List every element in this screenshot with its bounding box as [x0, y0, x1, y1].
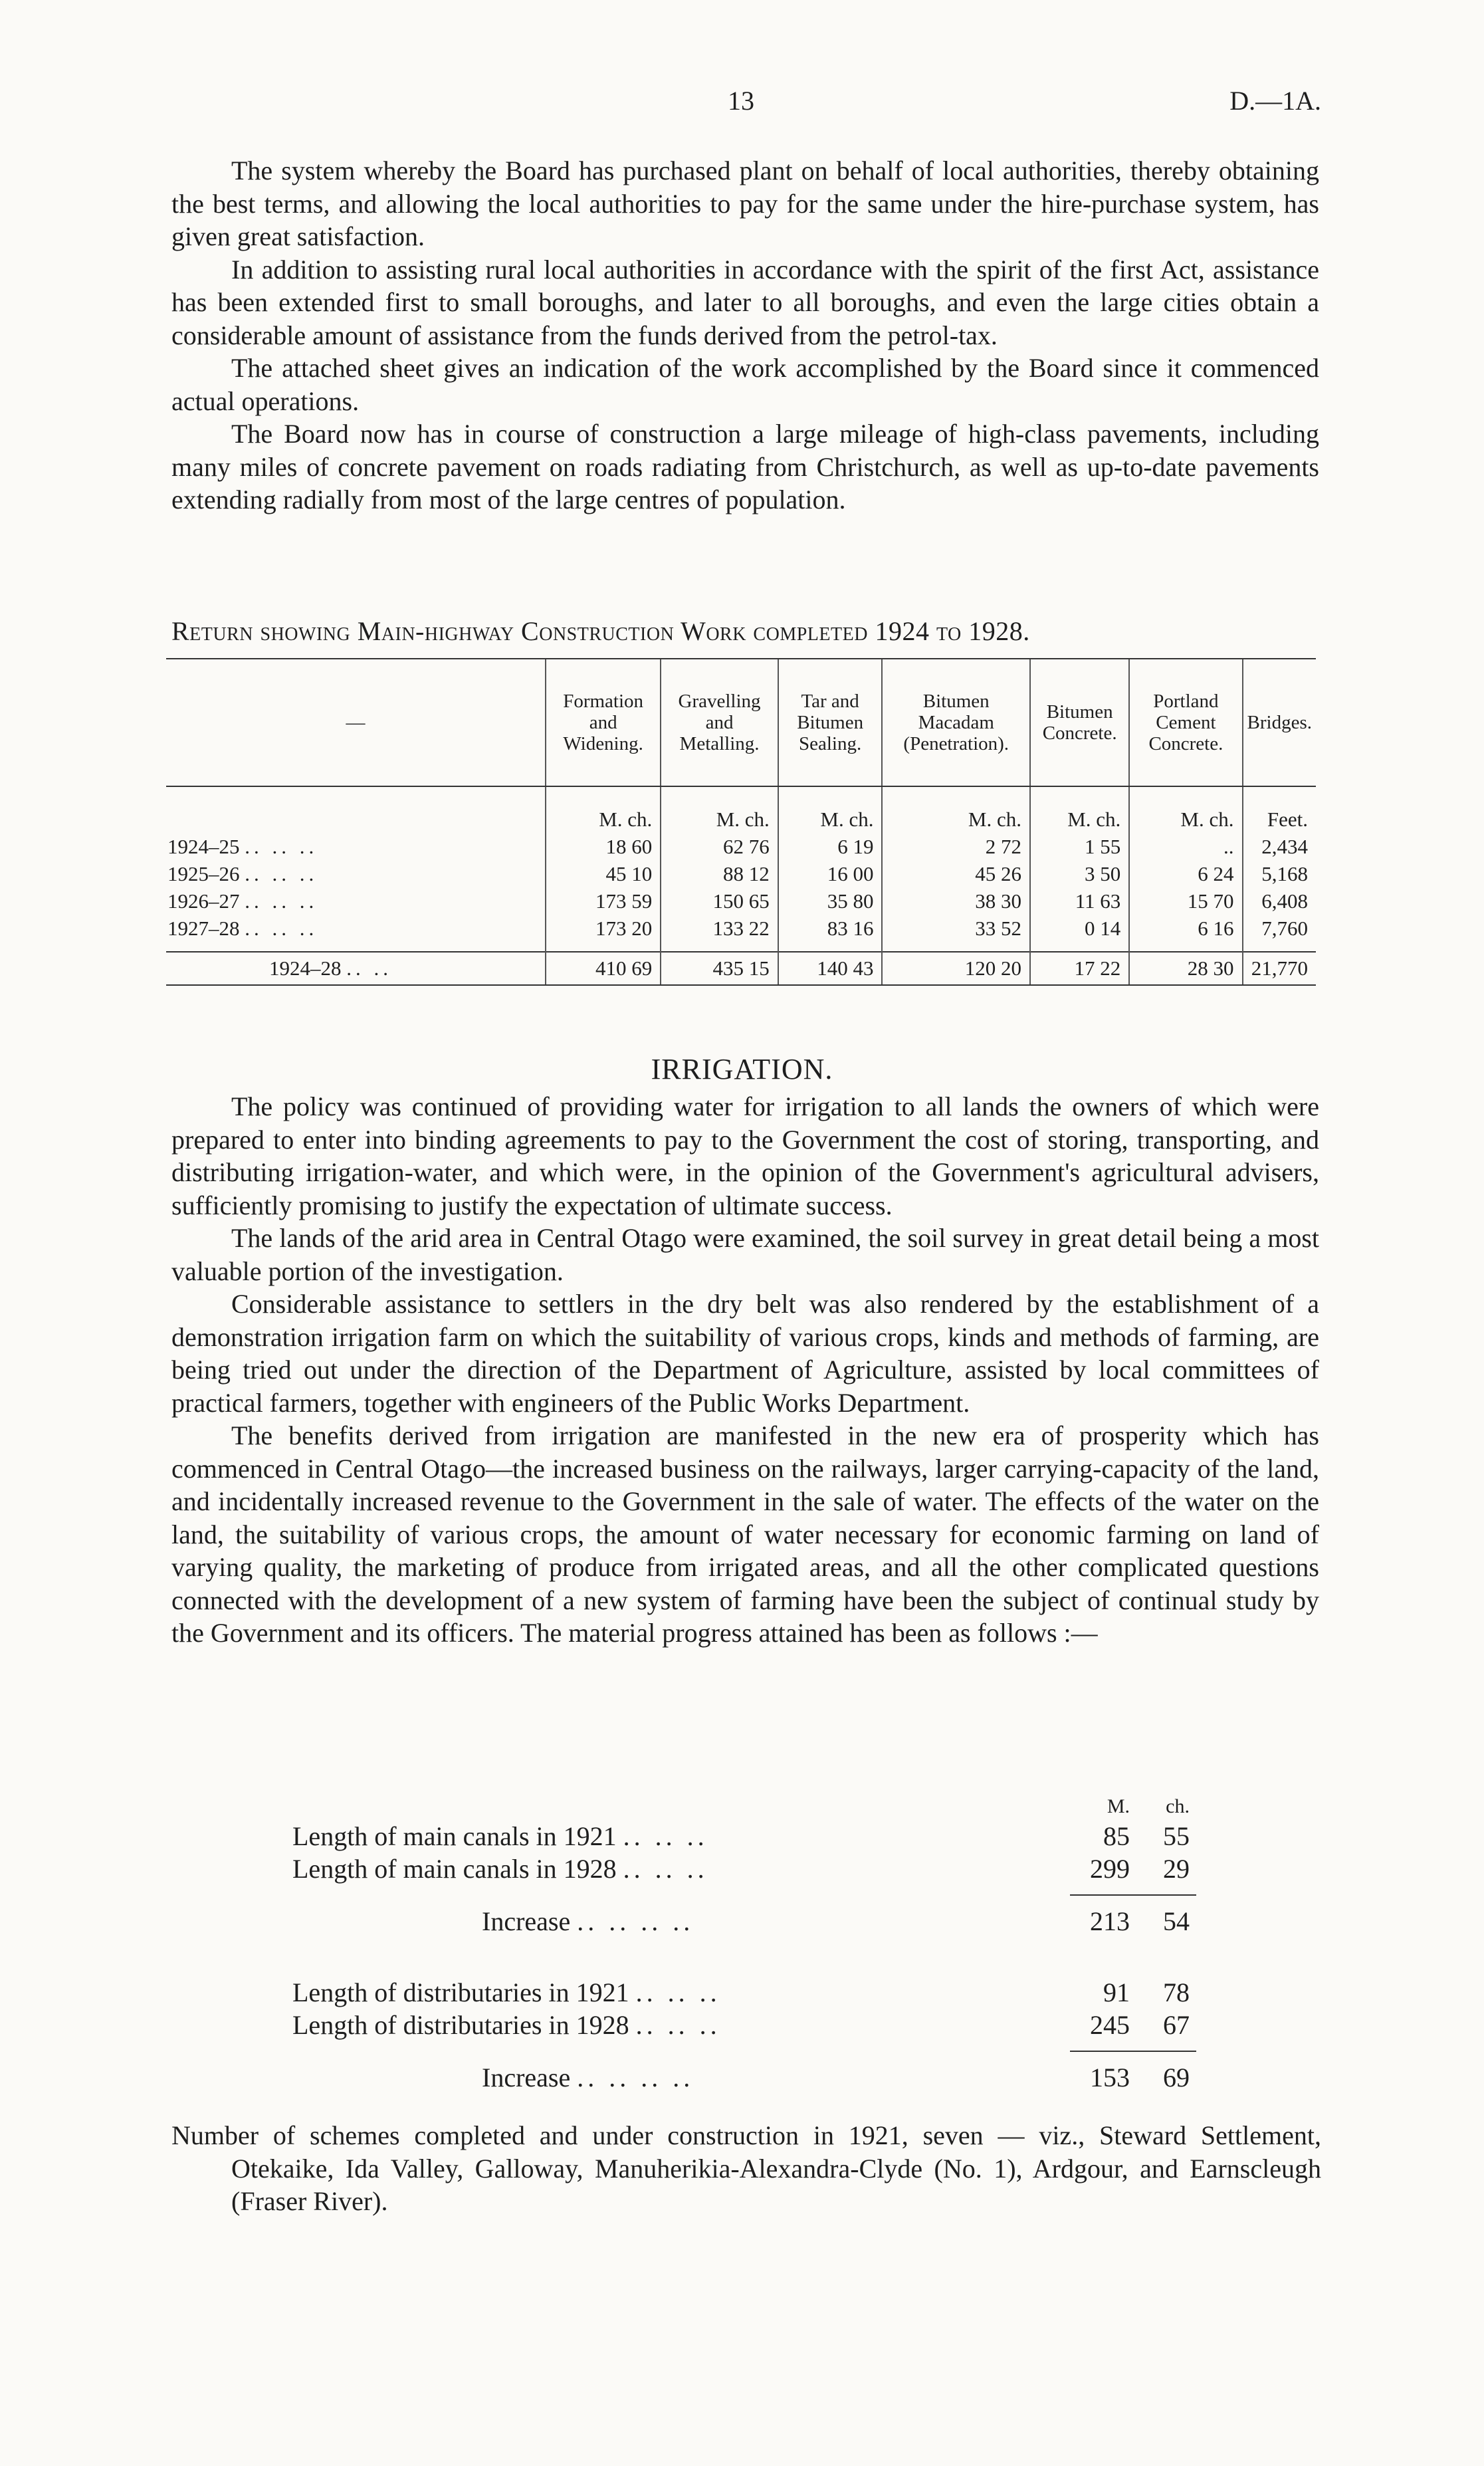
year-cell: 1926–27 .. .. ..	[167, 889, 318, 913]
table-cell: 2 72	[882, 833, 1030, 860]
caption-year-start: 1924	[875, 616, 930, 646]
table-cell: 173 20	[546, 915, 661, 942]
unit-label: M. ch.	[661, 786, 778, 833]
progress-row: Length of distributaries in 1921 .. .. .. 91 78	[292, 1977, 1190, 2007]
total-cell: 17 22	[1030, 952, 1129, 985]
progress-row: Length of main canals in 1928 .. .. .. 299 29	[292, 1854, 1190, 1884]
table-caption	[171, 616, 1321, 647]
table-cell: 6 24	[1129, 860, 1242, 887]
total-cell: 28 30	[1129, 952, 1242, 985]
table-cell: 45 10	[546, 860, 661, 887]
table-row	[166, 860, 1316, 887]
column-header: Bridges.	[1243, 659, 1317, 786]
total-cell: 140 43	[778, 952, 883, 985]
table-cell: 133 22	[661, 915, 778, 942]
units-row	[292, 1793, 1196, 1820]
table-cell: 5,168	[1243, 860, 1317, 887]
table-cell: 38 30	[882, 887, 1030, 915]
total-cell: 21,770	[1243, 952, 1317, 985]
leader-dots: .. ..	[346, 956, 392, 980]
sum-rule	[1070, 2051, 1196, 2052]
paragraph: The attached sheet gives an indication of the work accomplished by the Board since it commenced actual operations.	[171, 353, 1319, 416]
column-header: Tar and Bitumen Sealing.	[778, 659, 883, 786]
column-header: Gravelling and Metalling.	[661, 659, 778, 786]
table-cell: 3 50	[1030, 860, 1129, 887]
table-cell: ..	[1129, 833, 1242, 860]
unit-label: M. ch.	[546, 786, 661, 833]
table-cell: 62 76	[661, 833, 778, 860]
table-cell: 33 52	[882, 915, 1030, 942]
increase-row: Increase .. .. .. .. 153 69	[482, 2063, 1190, 2092]
table-header-row	[166, 659, 1316, 786]
paragraph: In addition to assisting rural local authorities in accordance with the spirit of the first Act, assistance has been extended first to small boroughs, and later to all boroughs, and even the large cities obtain a considerable amount of assistance from the funds derived from the petrol-tax.	[171, 254, 1319, 350]
table-cell: 83 16	[778, 915, 883, 942]
leader-dots: .. .. ..	[245, 916, 318, 940]
paragraph: The benefits derived from irrigation are manifested in the new era of prosperity which has commenced in Central Otago—the increased business on the railways, larger carrying-capacity of the land, and incidentally increased revenue to the Government in the sale of water. The effects of the water on the land, the suitability of various crops, the amount of water necessary for economic farming on land of varying quality, the marketing of produce from irrigated areas, and all the other complicated questions connected with the development of a new system of farming have been the subject of continual study by the Government and its officers. The material progress attained has been as follows :—	[171, 1420, 1319, 1648]
intro-section	[171, 154, 1319, 516]
leader-dots: .. .. ..	[245, 861, 318, 885]
increase-row: Increase .. .. .. .. 213 54	[482, 1906, 1190, 1936]
year-cell: 1924–28 .. ..	[166, 952, 546, 985]
total-cell: 120 20	[882, 952, 1030, 985]
table-cell: 16 00	[778, 860, 883, 887]
unit-label: M. ch.	[1129, 786, 1242, 833]
units-row	[166, 786, 1316, 833]
leader-dots: .. .. ..	[623, 1821, 708, 1851]
table-cell: 0 14	[1030, 915, 1129, 942]
caption-text: Return showing Main-highway Construction Work completed	[171, 616, 875, 646]
construction-return-table	[166, 658, 1316, 986]
unit-label: M. ch.	[778, 786, 883, 833]
paragraph: Number of schemes completed and under construction in 1921, seven — viz., Steward Settlement, Otekaike, Ida Valley, Galloway, Manuherikia-Alexandra-Clyde (No. 1), Ardgour, and Earnscleugh (Fraser River).	[171, 2120, 1321, 2216]
leader-dots: .. .. ..	[635, 2010, 721, 2040]
table-cell: 6 19	[778, 833, 883, 860]
table-row	[166, 833, 1316, 860]
table-cell: 1 55	[1030, 833, 1129, 860]
table-cell: 15 70	[1129, 887, 1242, 915]
year-cell: 1927–28 .. .. ..	[167, 916, 318, 940]
unit-label: M. ch.	[1030, 786, 1129, 833]
caption-year-end: 1928	[968, 616, 1023, 646]
table-cell: 6,408	[1243, 887, 1317, 915]
paragraph: The system whereby the Board has purchased plant on behalf of local authorities, thereby obtaining the best terms, and allowing the local authorities to pay for the same under the hire-purchase system, has given great satisfaction.	[171, 156, 1319, 251]
year-column-header: —	[166, 659, 546, 786]
table-cell: 6 16	[1129, 915, 1242, 942]
table-cell: 2,434	[1243, 833, 1317, 860]
paragraph: The lands of the arid area in Central Otago were examined, the soil survey in great detail being a most valuable portion of the investigation.	[171, 1223, 1319, 1286]
table-cell: 45 26	[882, 860, 1030, 887]
irrigation-section	[171, 1090, 1319, 1650]
leader-dots: .. .. ..	[245, 834, 318, 858]
paragraph: Considerable assistance to settlers in the dry belt was also rendered by the establishment of a demonstration irrigation farm on which the suitability of various crops, kinds and methods of farming, are being tried out under the direction of the Department of Agriculture, assisted by local committees of practical farmers, together with engineers of the Public Works Department.	[171, 1289, 1319, 1418]
caption-period: .	[1023, 616, 1030, 646]
table-cell: 11 63	[1030, 887, 1129, 915]
progress-row: Length of distributaries in 1928 .. .. .. 245 67	[292, 2010, 1190, 2040]
unit-label: Feet.	[1243, 786, 1317, 833]
leader-dots: .. .. ..	[635, 1977, 721, 2007]
leader-dots: .. .. ..	[623, 1854, 708, 1884]
unit-label: M. ch.	[882, 786, 1030, 833]
column-header: Bitumen Concrete.	[1030, 659, 1129, 786]
year-cell: 1924–25 .. .. ..	[167, 834, 318, 858]
table-cell: 173 59	[546, 887, 661, 915]
leader-dots: .. .. .. ..	[577, 2063, 694, 2092]
progress-row: Length of main canals in 1921 .. .. .. 85 55	[292, 1821, 1190, 1851]
leader-dots: .. .. .. ..	[577, 1906, 694, 1936]
unit-miles: M.	[1107, 1795, 1130, 1817]
sum-rule	[1070, 1894, 1196, 1896]
column-header: Bitumen Macadam (Penetration).	[882, 659, 1030, 786]
table-cell: 150 65	[661, 887, 778, 915]
page-number: 13	[728, 86, 754, 116]
paragraph: The Board now has in course of construction a large mileage of high-class pavements, including many miles of concrete pavement on roads radiating from Christchurch, as well as up-to-date pavements extending radially from most of the large centres of population.	[171, 419, 1319, 514]
schemes-section	[171, 2119, 1321, 2218]
year-cell: 1925–26 .. .. ..	[167, 861, 318, 885]
total-cell: 410 69	[546, 952, 661, 985]
column-header: Portland Cement Concrete.	[1129, 659, 1242, 786]
leader-dots: .. .. ..	[245, 889, 318, 913]
table-row	[166, 887, 1316, 915]
irrigation-progress-table	[292, 1793, 1196, 2094]
irrigation-heading: IRRIGATION.	[651, 1053, 833, 1085]
total-row	[166, 952, 1316, 985]
column-header: Formation and Widening.	[546, 659, 661, 786]
caption-to: to	[929, 616, 969, 646]
table-cell: 7,760	[1243, 915, 1317, 942]
unit-chains: ch.	[1166, 1795, 1190, 1817]
table-cell: 18 60	[546, 833, 661, 860]
table-cell: 35 80	[778, 887, 883, 915]
document-reference: D.—1A.	[1229, 86, 1321, 116]
table-cell: 88 12	[661, 860, 778, 887]
total-cell: 435 15	[661, 952, 778, 985]
table-row	[166, 915, 1316, 942]
paragraph: The policy was continued of providing water for irrigation to all lands the owners of which were prepared to enter into binding agreements to pay to the Government the cost of storing, transporting, and distributing irrigation-water, and which were, in the opinion of the Government's agricultural advisers, sufficiently promising to justify the expectation of ultimate success.	[171, 1091, 1319, 1220]
